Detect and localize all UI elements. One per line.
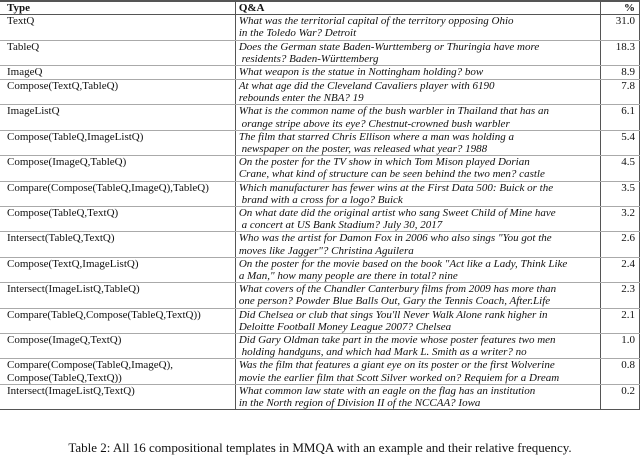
frequency-percent: 0.8 — [600, 359, 639, 384]
example-qa — [235, 334, 600, 359]
template-type-text: TextQ — [7, 15, 35, 28]
template-type — [0, 308, 235, 333]
template-type-text: Compose(ImageQ,TextQ) — [7, 334, 122, 347]
table-row — [0, 40, 640, 65]
template-type — [0, 40, 235, 65]
template-type-text: Compare(TableQ,Compose(TableQ,TextQ)) — [7, 308, 201, 321]
template-type-text: ImageQ — [7, 66, 43, 79]
table-body — [0, 15, 640, 410]
example-qa — [235, 105, 600, 130]
template-type — [0, 359, 235, 384]
template-type — [0, 156, 235, 181]
qa-line: Was the film that features a giant eye on its poster or the first Wolverine — [238, 359, 555, 372]
table-row — [0, 384, 640, 409]
example-qa — [235, 80, 600, 105]
qa-line: Does the German state Baden-Wurttemberg or Thuringia have more — [238, 40, 540, 53]
qa-line: On the poster for the TV show in which Tom Mison played Dorian — [238, 156, 530, 169]
qa-line: What weapon is the statue in Nottingham holding? bow — [238, 66, 484, 79]
template-type-text: Compose(TableQ,ImageListQ) — [7, 130, 144, 143]
example-qa — [235, 130, 600, 155]
template-type-text: ImageListQ — [7, 105, 60, 118]
table-row — [0, 308, 640, 333]
table-row — [0, 359, 640, 384]
example-qa — [235, 15, 600, 40]
table-caption: Table 2: All 16 compositional templates in MMQA with an example and their relative frequency. — [68, 440, 572, 455]
qa-line: Which manufacturer has fewer wins at the First Data 500: Buick or the — [238, 181, 554, 194]
header-percent: % — [600, 1, 639, 15]
qa-line: What is the common name of the bush warbler in Thailand that has an — [238, 105, 549, 118]
table-header-row — [0, 1, 640, 15]
table-row — [0, 66, 640, 80]
frequency-percent: 1.0 — [600, 334, 639, 359]
template-type — [0, 232, 235, 257]
table-row — [0, 156, 640, 181]
example-qa — [235, 232, 600, 257]
qa-line: in the North region of Division II of the NCCAA? Iowa — [238, 397, 481, 410]
frequency-percent: 0.2 — [600, 384, 639, 409]
qa-line: holding handguns, and which had Mark L. Smith as a writer? no — [238, 346, 527, 359]
template-type — [0, 384, 235, 409]
qa-line: The film that starred Chris Ellison where a man was holding a — [238, 130, 514, 143]
template-type — [0, 334, 235, 359]
qa-line: newspaper on the poster, was released what year? 1988 — [238, 143, 488, 156]
template-type — [0, 283, 235, 308]
example-qa — [235, 283, 600, 308]
qa-line: At what age did the Cleveland Cavaliers player with 6190 — [238, 80, 495, 93]
template-type — [0, 105, 235, 130]
qa-line: in the Toledo War? Detroit — [238, 27, 357, 40]
frequency-percent: 6.1 — [600, 105, 639, 130]
header-type: Type — [0, 1, 235, 15]
template-type — [0, 207, 235, 232]
example-qa — [235, 308, 600, 333]
template-type — [0, 66, 235, 80]
qa-line: one person? Powder Blue Balls Out, Gary the Tennis Coach, After.Life — [238, 295, 551, 308]
template-type — [0, 15, 235, 40]
qa-line: moves like Jagger"? Christina Aguilera — [238, 244, 414, 257]
frequency-percent: 2.3 — [600, 283, 639, 308]
example-qa — [235, 156, 600, 181]
table-row — [0, 105, 640, 130]
frequency-percent: 2.4 — [600, 257, 639, 282]
example-qa — [235, 384, 600, 409]
frequency-percent: 8.9 — [600, 66, 639, 80]
frequency-percent: 3.5 — [600, 181, 639, 206]
frequency-percent: 7.8 — [600, 80, 639, 105]
template-type-text: Compose(ImageQ,TableQ) — [7, 156, 127, 169]
template-type-text: Compose(TableQ,TextQ)) — [7, 371, 122, 384]
table-row — [0, 257, 640, 282]
frequency-percent: 3.2 — [600, 207, 639, 232]
template-type — [0, 257, 235, 282]
qa-line: What covers of the Chandler Canterbury films from 2009 has more than — [238, 283, 557, 296]
frequency-percent: 2.6 — [600, 232, 639, 257]
example-qa — [235, 40, 600, 65]
template-type-text: Compose(TextQ,ImageListQ) — [7, 257, 139, 270]
template-type-text: Intersect(TableQ,TextQ) — [7, 232, 115, 245]
qa-line: Did Gary Oldman take part in the movie whose poster features two men — [238, 334, 556, 347]
template-type-text: Intersect(ImageListQ,TableQ) — [7, 283, 140, 296]
template-type-text: Compose(TableQ,TextQ) — [7, 207, 119, 220]
table-row — [0, 181, 640, 206]
table-row — [0, 207, 640, 232]
qa-line: Did Chelsea or club that sings You'll Never Walk Alone rank higher in — [238, 308, 548, 321]
frequency-percent: 5.4 — [600, 130, 639, 155]
qa-line: rebounds enter the NBA? 19 — [238, 92, 364, 105]
qa-line: brand with a cross for a logo? Buick — [238, 193, 403, 206]
frequency-percent: 4.5 — [600, 156, 639, 181]
template-type — [0, 130, 235, 155]
table-row — [0, 283, 640, 308]
qa-line: a concert at US Bank Stadium? July 30, 2017 — [238, 219, 443, 232]
qa-line: What was the territorial capital of the territory opposing Ohio — [238, 15, 514, 28]
template-type — [0, 80, 235, 105]
example-qa — [235, 181, 600, 206]
qa-line: What common law state with an eagle on the flag has an institution — [238, 384, 536, 397]
template-type-text: Compare(Compose(TableQ,ImageQ), — [7, 359, 174, 372]
table-row — [0, 334, 640, 359]
frequency-percent: 31.0 — [600, 15, 639, 40]
example-qa — [235, 359, 600, 384]
table-row — [0, 130, 640, 155]
table-row — [0, 15, 640, 40]
table-row — [0, 232, 640, 257]
template-type — [0, 181, 235, 206]
qa-line: On what date did the original artist who sang Sweet Child of Mine have — [238, 207, 556, 220]
qa-line: a Man," how many people are there in total? nine — [238, 270, 458, 283]
example-qa — [235, 257, 600, 282]
qa-line: Who was the artist for Damon Fox in 2006 who also sings "You got the — [238, 232, 552, 245]
template-type-text: Compare(Compose(TableQ,ImageQ),TableQ) — [7, 181, 209, 194]
qa-line: orange stripe above its eye? Chestnut-crowned bush warbler — [238, 117, 510, 130]
qa-line: movie the earlier film that Scott Silver worked on? Requiem for a Dream — [238, 371, 560, 384]
header-qa: Q&A — [235, 1, 600, 15]
template-type-text: TableQ — [7, 40, 40, 53]
table-row — [0, 80, 640, 105]
example-qa — [235, 66, 600, 80]
frequency-percent: 2.1 — [600, 308, 639, 333]
frequency-percent: 18.3 — [600, 40, 639, 65]
example-qa — [235, 207, 600, 232]
template-type-text: Intersect(ImageListQ,TextQ) — [7, 384, 135, 397]
template-type-text: Compose(TextQ,TableQ) — [7, 80, 119, 93]
qa-line: On the poster for the movie based on the book "Act like a Lady, Think Like — [238, 257, 568, 270]
qa-line: residents? Baden-Württemberg — [238, 52, 379, 65]
qa-line: Crane, what kind of structure can be seen behind the two men? castle — [238, 168, 545, 181]
qa-line: Deloitte Football Money League 2007? Chelsea — [238, 320, 452, 333]
